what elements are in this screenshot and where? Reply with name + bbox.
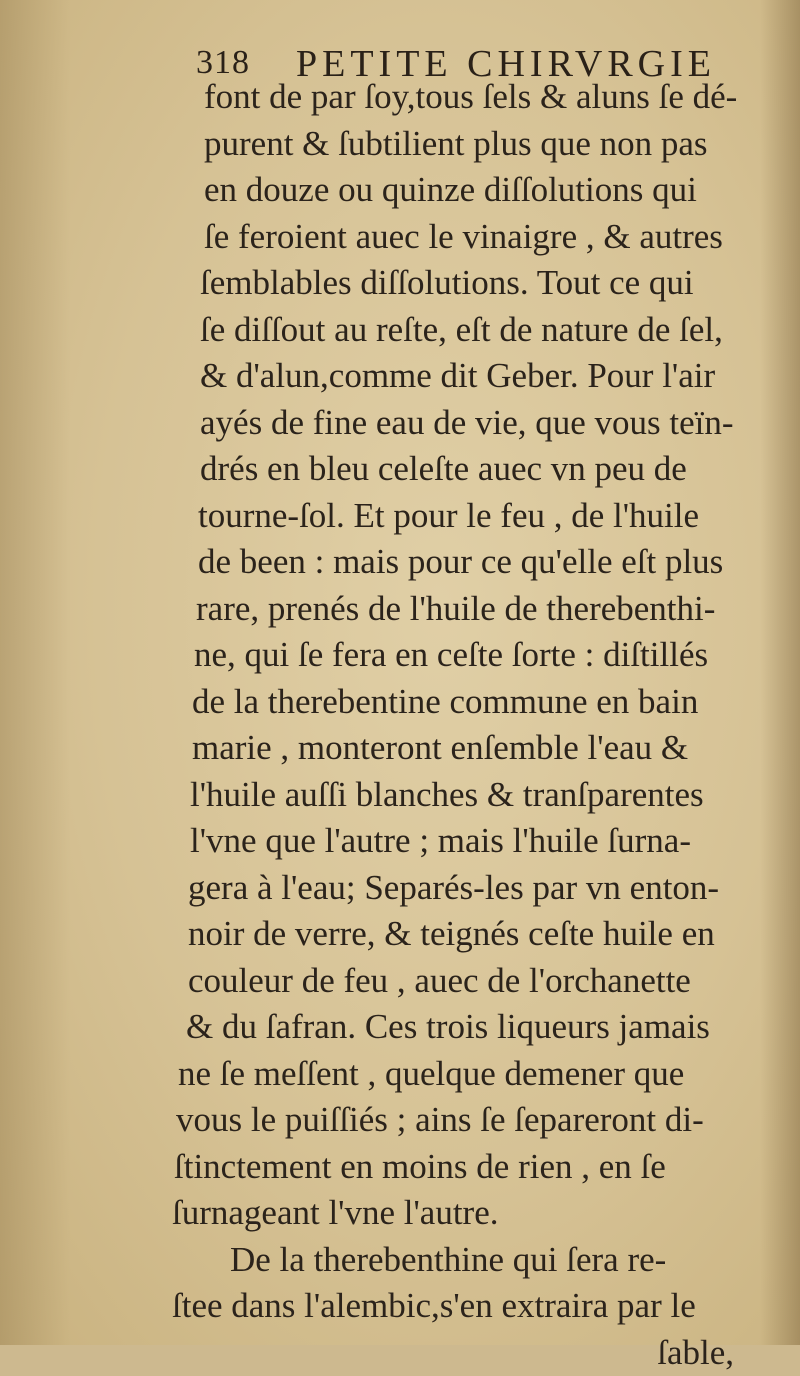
body-text <box>168 74 774 1376</box>
running-head: PETITE CHIRVRGIE <box>296 42 716 86</box>
text-line: vous le puiſſiés ; ains ſe ſepareront di- <box>168 1097 774 1144</box>
text-line: de been : mais pour ce qu'elle eſt plus <box>168 539 774 586</box>
text-line: font de par ſoy,tous ſels & aluns ſe dé- <box>168 74 774 121</box>
text-line: ſemblables diſſolutions. Tout ce qui <box>168 260 774 307</box>
text-line: ſe feroient auec le vinaigre , & autres <box>168 214 774 261</box>
text-line: l'huile auſſi blanches & tranſparentes <box>168 772 774 819</box>
text-line: & d'alun,comme dit Geber. Pour l'air <box>168 353 774 400</box>
text-line: ſtinctement en moins de rien , en ſe <box>168 1144 774 1191</box>
catchword: ſable, <box>168 1330 774 1376</box>
text-line: en douze ou quinze diſſolutions qui <box>168 167 774 214</box>
text-line: ayés de fine eau de vie, que vous teïn- <box>168 400 774 447</box>
text-line: l'vne que l'autre ; mais l'huile ſurna- <box>168 818 774 865</box>
text-line: ſtee dans l'alembic,s'en extraira par le <box>168 1283 774 1330</box>
text-line: couleur de feu , auec de l'orchanette <box>168 958 774 1005</box>
text-line: ne ſe meſſent , quelque demener que <box>168 1051 774 1098</box>
text-line: purent & ſubtilient plus que non pas <box>168 121 774 168</box>
text-line: drés en bleu celeſte auec vn peu de <box>168 446 774 493</box>
text-line: ſe diſſout au reſte, eſt de nature de ſel, <box>168 307 774 354</box>
text-line: ne, qui ſe fera en ceſte ſorte : diſtillés <box>168 632 774 679</box>
text-line: De la therebenthine qui ſera re- <box>168 1237 774 1284</box>
text-line: ſurnageant l'vne l'autre. <box>168 1190 774 1237</box>
text-line: & du ſafran. Ces trois liqueurs jamais <box>168 1004 774 1051</box>
page-shadow-left <box>0 0 70 1345</box>
text-line: de la therebentine commune en bain <box>168 679 774 726</box>
text-line: tourne-ſol. Et pour le feu , de l'huile <box>168 493 774 540</box>
text-line: noir de verre, & teignés ceſte huile en <box>168 911 774 958</box>
page-number: 318 <box>196 44 250 82</box>
text-line: rare, prenés de l'huile de therebenthi- <box>168 586 774 633</box>
text-line: gera à l'eau; Separés-les par vn enton- <box>168 865 774 912</box>
text-line: marie , monteront enſemble l'eau & <box>168 725 774 772</box>
